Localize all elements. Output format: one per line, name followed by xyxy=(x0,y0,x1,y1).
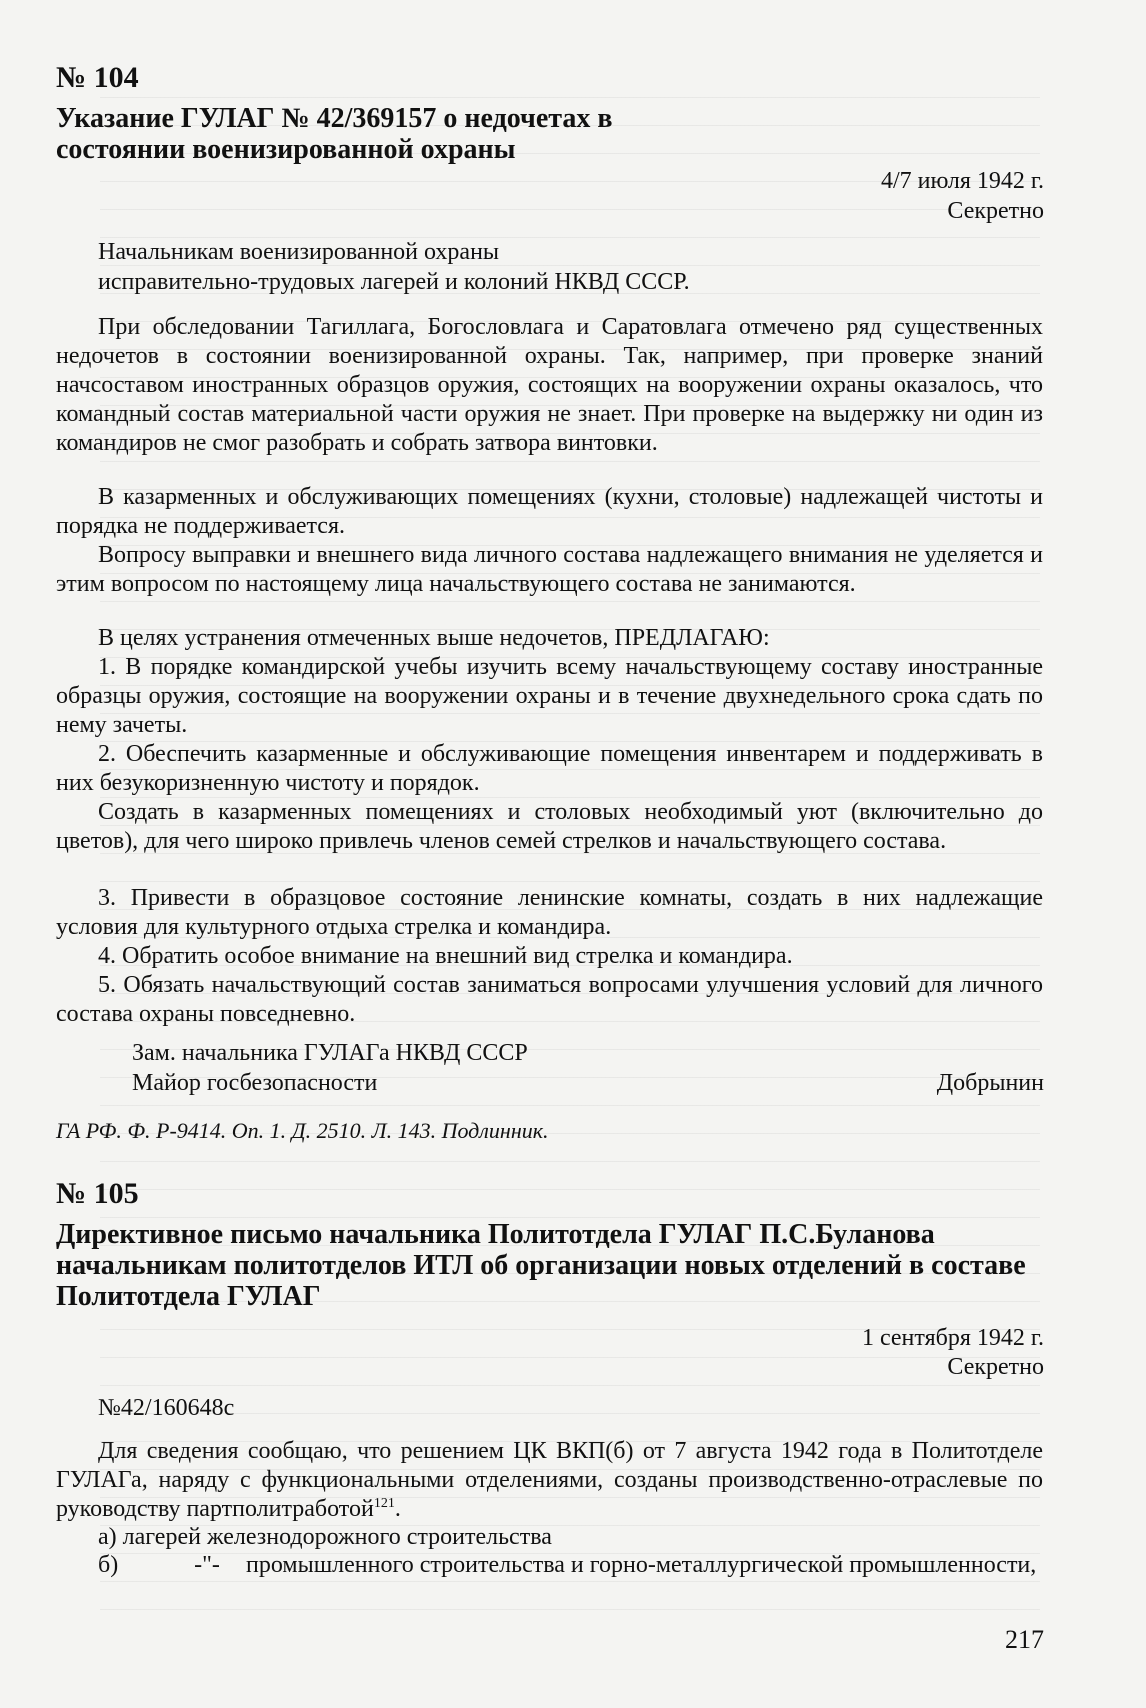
doc104-signature-position: Зам. начальника ГУЛАГа НКВД СССР xyxy=(132,1040,528,1066)
doc105-item-b-text: промышленного строительства и горно-металлургической промышленности, xyxy=(246,1552,1037,1578)
doc104-signature-rank: Майор госбезопасности xyxy=(132,1070,378,1096)
page-number: 217 xyxy=(1005,1625,1044,1654)
doc104-addressee-line1: Начальникам военизированной охраны xyxy=(98,239,500,265)
doc104-secrecy: Секретно xyxy=(947,198,1044,224)
doc104-date: 4/7 июля 1942 г. xyxy=(881,168,1044,194)
doc104-heading xyxy=(56,62,1056,165)
footnote-marker: 121 xyxy=(373,1496,395,1511)
doc104-item-2: 2. Обеспечить казарменные и обслуживающие помещения инвентарем и поддерживать в них безукоризненную чистоту и порядок. xyxy=(56,741,1043,796)
doc105-title: Директивное письмо начальника Политотдела ГУЛАГ П.С.Буланова начальникам политотделов ИТЛ об организации новых отделений в составе Политотдела ГУЛАГ xyxy=(56,1219,1026,1312)
doc105-heading xyxy=(56,1178,1056,1312)
doc105-date: 1 сентября 1942 г. xyxy=(861,1325,1044,1351)
doc104-paragraph-2: В казарменных и обслуживающих помещениях (кухни, столовые) надлежащей чистоты и порядка не поддерживается. xyxy=(56,484,1043,539)
doc105-paragraph-end: . xyxy=(394,1496,401,1522)
doc105-secrecy: Секретно xyxy=(947,1354,1044,1380)
doc104-addressee-line2: исправительно-трудовых лагерей и колоний НКВД СССР. xyxy=(98,269,690,295)
doc105-item-b-label: б) xyxy=(98,1552,119,1578)
doc104-item-3: 3. Привести в образцовое состояние ленинские комнаты, создать в них надлежащие условия для культурного отдыха стрелка и командира. xyxy=(56,885,1043,940)
doc104-number: № 104 xyxy=(56,61,139,94)
doc105-number: № 105 xyxy=(56,1177,139,1210)
doc105-reference-number: №42/160648с xyxy=(98,1395,235,1421)
doc104-item-5: 5. Обязать начальствующий состав заниматься вопросами улучшения условий для личного состава охраны повседневно. xyxy=(56,972,1043,1027)
doc104-archive-source: ГА РФ. Ф. Р-9414. Оп. 1. Д. 2510. Л. 143. Подлинник. xyxy=(56,1118,549,1143)
doc104-paragraph-4: В целях устранения отмеченных выше недочетов, ПРЕДЛАГАЮ: xyxy=(98,625,770,651)
doc105-item-b-ditto: -"- xyxy=(194,1552,220,1578)
doc104-title: Указание ГУЛАГ № 42/369157 о недочетах в состоянии военизированной охраны xyxy=(56,103,613,165)
doc104-item-4: 4. Обратить особое внимание на внешний вид стрелка и командира. xyxy=(98,943,793,969)
doc104-paragraph-comfort: Создать в казарменных помещениях и столовых необходимый уют (включительно до цветов), для чего широко привлечь членов семей стрелков и начальствующего состава. xyxy=(56,799,1043,854)
doc105-paragraph-text: Для сведения сообщаю, что решением ЦК ВКП(б) от 7 августа 1942 года в Политотделе ГУЛАГа, наряду с функциональными отделениями, созданы производственно-отраслевые по руководству партполитработой xyxy=(56,1438,1043,1522)
doc104-paragraph-3: Вопросу выправки и внешнего вида личного состава надлежащего внимания не уделяется и этим вопросом по настоящему лица начальствующего состава не занимаются. xyxy=(56,542,1043,597)
doc105-paragraph xyxy=(56,1437,1043,1524)
doc105-item-a: а) лагерей железнодорожного строительства xyxy=(98,1524,552,1550)
doc105-item-b xyxy=(56,1551,1043,1580)
doc104-signature-name: Добрынин xyxy=(936,1070,1044,1096)
doc104-paragraph-1: При обследовании Тагиллага, Богословлага и Саратовлага отмечено ряд существенных недочетов в состоянии военизированной охраны. Так, например, при проверке знаний начсоставом иностранных образцов оружия, состоящих на вооружении охраны оказалось, что командный состав материальной части оружия не знает. При проверке на выдержку ни один из командиров не смог разобрать и собрать затвора винтовки. xyxy=(56,314,1043,456)
doc104-item-1: 1. В порядке командирской учебы изучить всему начальствующему составу иностранные образцы оружия, состоящие на вооружении охраны и в течение двухнедельного срока сдать по нему зачеты. xyxy=(56,654,1043,738)
